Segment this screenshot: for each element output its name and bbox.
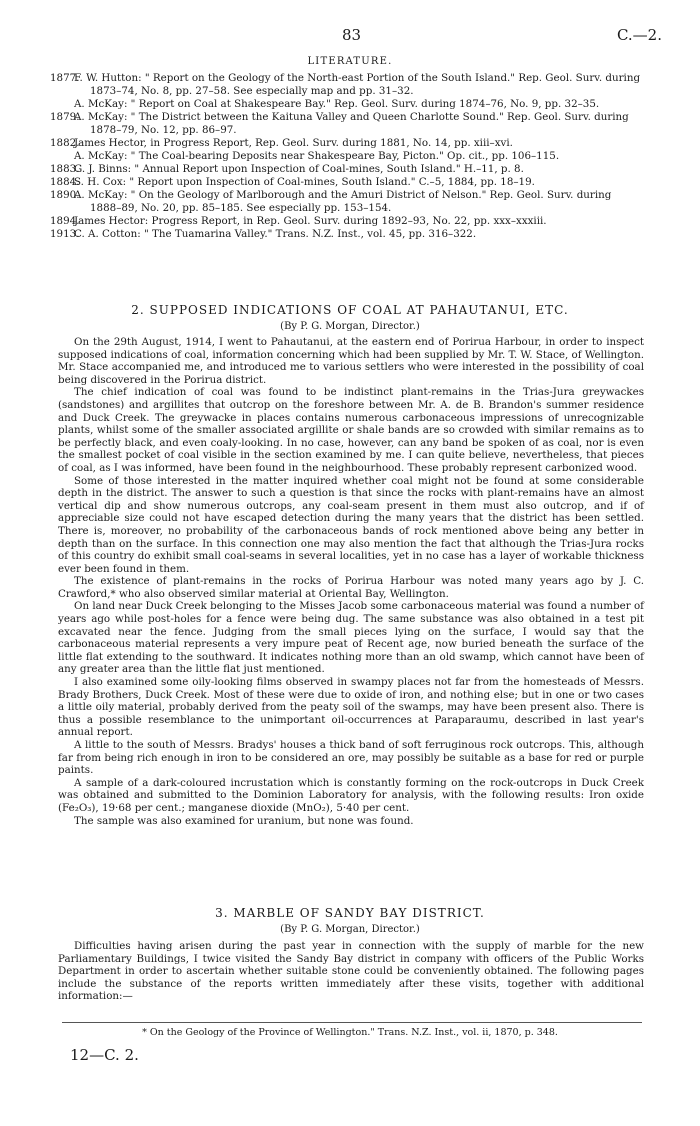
entry-text: G. J. Binns: " Annual Report upon Inspection of Coal-mines, South Island." H.–11, p. 8.	[74, 163, 524, 175]
paragraph: A little to the south of Messrs. Bradys' houses a thick band of soft ferruginous rock outcrops. This, although far from being rich enough in iron to be considered an ore, may possibly be suitable as a base for red or purple paints.	[58, 739, 644, 777]
paragraph: Some of those interested in the matter inquired whether coal might not be found at some considerable depth in the district. The answer to such a question is that since the rocks with plant-remains have an almost vertical dip and show numerous outcrops, any coal-seam present in them must also outcrop, and if of appreciable size could not have escaped detection during the many years that the district has been settled. There is, moreover, no probability of the carbonaceous bands of rock mentioned above being any better in depth than on the surface. In this connection one may also mention the fact that although the Trias-Jura rocks of this country do exhibit small coal-seams in several localities, yet in no case has a layer of workable thickness ever been found in them.	[58, 474, 644, 575]
entry-year: 1883.	[50, 163, 80, 175]
paragraph: On the 29th August, 1914, I went to Pahautanui, at the eastern end of Porirua Harbour, in order to inspect supposed indications of coal, information concerning which had been supplied by Mr. T. W. Stace, of Wellington. Mr. Stace accompanied me, and introduced me to various settlers who were interested in the possibility of coal being discovered in the Porirua district.	[58, 336, 644, 386]
literature-entry	[62, 150, 642, 163]
entry-year: 1879.	[50, 111, 80, 123]
footnote: * On the Geology of the Province of Wellington." Trans. N.Z. Inst., vol. ii, 1870, p. 348.	[142, 1027, 558, 1038]
literature-entry	[62, 98, 642, 111]
footnote-rule	[62, 1022, 642, 1023]
literature-entry	[50, 176, 642, 189]
page-number: 83	[342, 26, 362, 44]
literature-entry	[50, 72, 642, 98]
paragraph: A sample of a dark-coloured incrustation which is constantly forming on the rock-outcrops in Duck Creek was obtained and submitted to the Dominion Laboratory for analysis, with the following results: Iron oxide (Fe₂O₃), 19·68 per cent.; manganese dioxide (MnO₂), 5·40 per cent.	[58, 776, 644, 814]
entry-text: A. McKay: " The District between the Kaituna Valley and Queen Charlotte Sound." Rep. Geol. Surv. during 1878–79, No. 12, pp. 86–97.	[74, 111, 629, 136]
section-heading: 3. MARBLE OF SANDY BAY DISTRICT.	[215, 906, 485, 920]
section-heading: 2. SUPPOSED INDICATIONS OF COAL AT PAHAUTANUI, ETC.	[131, 303, 569, 317]
literature-entry	[50, 215, 642, 228]
entry-text: A. McKay: " On the Geology of Marlborough and the Amuri District of Nelson." Rep. Geol. Surv. during 1888–89, No. 20, pp. 85–185. See especially pp. 153–154.	[74, 189, 612, 214]
literature-entry	[50, 137, 642, 150]
paragraph: The existence of plant-remains in the rocks of Porirua Harbour was noted many years ago by J. C. Crawford,* who also observed similar material at Oriental Bay, Wellington.	[58, 575, 644, 600]
literature-entry	[50, 111, 642, 137]
paragraph: I also examined some oily-looking films observed in swampy places not far from the homesteads of Messrs. Brady Brothers, Duck Creek. Most of these were due to oxide of iron, and nothing else; but in one or two cases a little oily material, probably derived from the peaty soil of the swamps, may have been present also. There is thus a possible resemblance to the unimportant oil-occurrences at Paraparaumu, described in last year's annual report.	[58, 676, 644, 739]
literature-entry	[50, 163, 642, 176]
section-byline: (By P. G. Morgan, Director.)	[280, 321, 420, 332]
entry-text: James Hector, in Progress Report, Rep. Geol. Surv. during 1881, No. 14, pp. xiii–xvi.	[74, 137, 513, 149]
literature-list	[50, 72, 642, 241]
entry-year: 1890.	[50, 189, 80, 201]
paragraph: The sample was also examined for uranium, but none was found.	[74, 814, 414, 827]
entry-text: S. H. Cox: " Report upon Inspection of Coal-mines, South Island." C.–5, 1884, pp. 18–19.	[74, 176, 535, 188]
entry-year: 1882.	[50, 137, 80, 149]
paragraph: Difficulties having arisen during the past year in connection with the supply of marble for the new Parliamentary Buildings, I twice visited the Sandy Bay district in company with officers of the Public Works Department in order to ascertain whether suitable stone could be conveniently obtained. The following pages include the substance of the reports written immediately after these visits, together with additional information:—	[58, 940, 644, 1003]
entry-text: F. W. Hutton: " Report on the Geology of the North-east Portion of the South Island." Rep. Geol. Surv. during 1873–74, No. 8, pp. 27–58. See especially map and pp. 31–32.	[74, 72, 641, 97]
page-signature: 12—C. 2.	[70, 1046, 139, 1064]
paragraph: On land near Duck Creek belonging to the Misses Jacob some carbonaceous material was found a number of years ago while post-holes for a fence were being dug. The same substance was also obtained in a test pit excavated near the fence. Judging from the small pieces lying on the surface, I would say that the carbonaceous material represents a very impure peat of Recent age, now buried beneath the surface of the little flat extending to the southward. It indicates nothing more than an old swamp, which cannot have been of any greater area than the little flat just mentioned.	[58, 600, 644, 676]
section-body	[58, 940, 644, 1003]
entry-year: 1913.	[50, 228, 80, 240]
entry-year: 1894.	[50, 215, 80, 227]
entry-text: C. A. Cotton: " The Tuamarina Valley." Trans. N.Z. Inst., vol. 45, pp. 316–322.	[74, 228, 477, 240]
section-byline: (By P. G. Morgan, Director.)	[280, 924, 420, 935]
entry-text: A. McKay: " The Coal-bearing Deposits near Shakespeare Bay, Picton." Op. cit., pp. 106–115.	[74, 150, 560, 162]
entry-year: 1884.	[50, 176, 80, 188]
literature-entry	[50, 228, 642, 241]
literature-entry	[50, 189, 642, 215]
entry-text: James Hector: Progress Report, in Rep. Geol. Surv. during 1892–93, No. 22, pp. xxx–xxxiii.	[74, 215, 547, 227]
document-reference: C.—2.	[616, 26, 662, 44]
page-header	[0, 26, 700, 46]
paragraph: The chief indication of coal was found to be indistinct plant-remains in the Trias-Jura greywackes (sandstones) and argillites that outcrop on the foreshore between Mr. A. de B. Brandon's summer residence and Duck Creek. The greywacke in places contains numerous carbonaceous impressions of unrecognizable plants, whilst some of the smaller associated argillite or shale bands are so crowded with similar remains as to be perfectly black, and even coaly-looking. In no case, however, can any band be spoken of as coal, nor is even the smallest pocket of coal visible in the section examined by me. I can quite believe, nevertheless, that pieces of coal, as I was informed, have been found in the neighbourhood. These probably represent carbonized wood.	[58, 386, 644, 474]
entry-year: 1877.	[50, 72, 80, 84]
entry-text: A. McKay: " Report on Coal at Shakespeare Bay." Rep. Geol. Surv. during 1874–76, No. 9, pp. 32–35.	[74, 98, 600, 110]
section-body	[58, 336, 644, 827]
literature-title: LITERATURE.	[307, 56, 393, 67]
